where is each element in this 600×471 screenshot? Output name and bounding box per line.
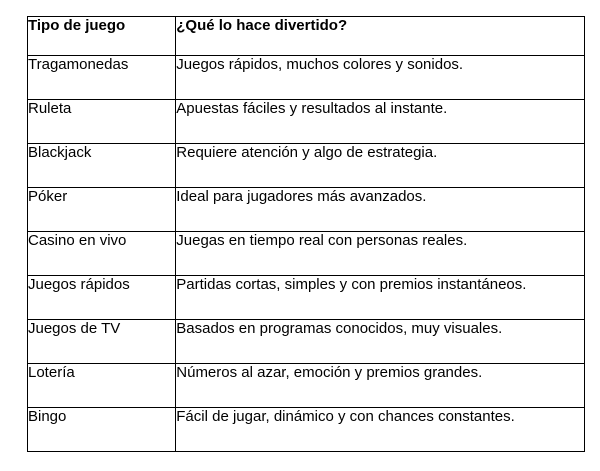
table-row <box>28 56 585 100</box>
table-row <box>28 320 585 364</box>
description-cell: Apuestas fáciles y resultados al instante. <box>176 100 585 144</box>
game-type-cell: Casino en vivo <box>28 232 176 276</box>
table-row <box>28 276 585 320</box>
header-what-makes-fun: ¿Qué lo hace divertido? <box>176 17 585 56</box>
game-type-cell: Ruleta <box>28 100 176 144</box>
game-type-cell: Tragamonedas <box>28 56 176 100</box>
description-cell: Números al azar, emoción y premios grandes. <box>176 364 585 408</box>
game-type-cell: Lotería <box>28 364 176 408</box>
game-type-cell: Blackjack <box>28 144 176 188</box>
description-cell: Basados en programas conocidos, muy visuales. <box>176 320 585 364</box>
header-game-type: Tipo de juego <box>28 17 176 56</box>
game-type-cell: Póker <box>28 188 176 232</box>
description-cell: Partidas cortas, simples y con premios instantáneos. <box>176 276 585 320</box>
description-cell: Juegas en tiempo real con personas reales. <box>176 232 585 276</box>
description-cell: Fácil de jugar, dinámico y con chances constantes. <box>176 408 585 452</box>
table-row <box>28 188 585 232</box>
game-type-cell: Juegos rápidos <box>28 276 176 320</box>
table-header-row <box>28 17 585 56</box>
description-cell: Requiere atención y algo de estrategia. <box>176 144 585 188</box>
table-row <box>28 408 585 452</box>
table-row <box>28 364 585 408</box>
game-type-cell: Bingo <box>28 408 176 452</box>
description-cell: Ideal para jugadores más avanzados. <box>176 188 585 232</box>
description-cell: Juegos rápidos, muchos colores y sonidos. <box>176 56 585 100</box>
table-row <box>28 144 585 188</box>
table-row <box>28 232 585 276</box>
table-row <box>28 100 585 144</box>
game-types-table <box>27 16 585 452</box>
game-type-cell: Juegos de TV <box>28 320 176 364</box>
